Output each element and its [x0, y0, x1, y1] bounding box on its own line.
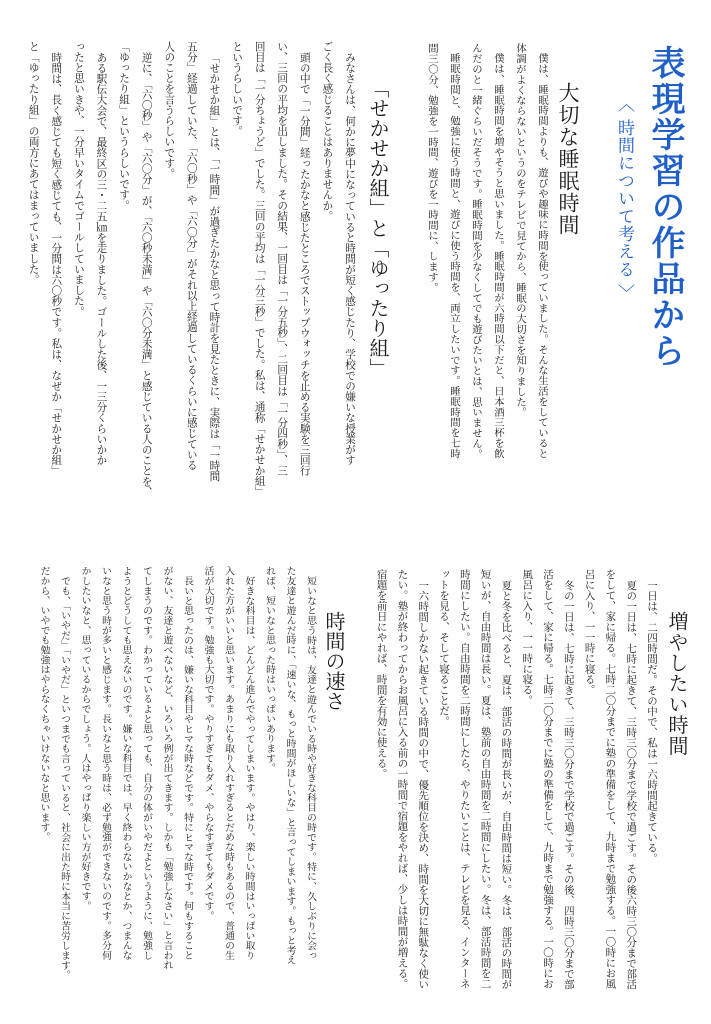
- body-line: 時間は、長く感じても短く感じても、一分間は六〇秒です。私は、なぜか「せかせか組」: [50, 51, 63, 476]
- body-line: た友達と遊んだ時に、「速いな、もっと時間がほしいな」と言ってしまいます。もっと考え: [284, 566, 296, 965]
- body-line: 活をして、家に帰る。七時二〇分までに塾の準備をして、九時まで勉強する。一〇時にお: [542, 569, 555, 989]
- body-line: 間三〇分、勉強を一時間、遊びを一時間に、します。: [426, 43, 438, 293]
- body-line: かしたいなと、思っているからでしょう。人はやっぱり楽しい方が好きです。: [79, 566, 91, 911]
- body-line: 好きな科目は、どんどん進んでやってしまいます。やはり、楽しい時間はいっぱい取り: [243, 575, 255, 960]
- body-line: 人のことを言うらしいです。: [163, 41, 176, 179]
- body-line: ったと思いきや、一分早いタイムでゴールしていました。: [72, 41, 85, 317]
- body-line: 僕は、睡眠時間を増やそうと思いました。睡眠時間が六時間以下だと、日本酒三杯を飲: [492, 53, 504, 459]
- body-line: い、三回の平均を出しました。その結果、一回目は「一分五秒」、二回目は「一分四秒」、三: [276, 41, 289, 476]
- body-line: 入れた方がいいと思います。あまりにも取り入れすぎるとだめな時もあるので、普通の生: [223, 566, 234, 960]
- section-body-speed-of-time: [33, 566, 320, 980]
- body-line: 風呂に入り、一一時に寝る。: [521, 569, 534, 706]
- body-line: みなさんは、何かに夢中になっていると時間が短く感じたり、学校での嫌いな授業がす: [344, 51, 356, 465]
- body-line: 宿題を前日にやれば、時間を有効に使える。: [375, 569, 388, 779]
- body-line: 「せかせか組」とは、「一時間」が過ぎたかなと思って時計を見たときに、実際は「一時間: [208, 51, 221, 481]
- body-line: 回目は「一分ちょうど」でした。三回の平均は「一分三秒」でした。私は、通称「せかせか組」: [253, 41, 266, 497]
- section-heading-sekaseka-yuttari: 「せかせか組」と「ゆったり組」: [366, 78, 390, 378]
- body-line: 頭の中で「一分間」経ったかなと感じたところでストップウォッチを止める実験を三回行: [298, 51, 311, 476]
- page-title: 表現学習の作品から: [645, 45, 685, 369]
- section-body-sekaseka-yuttari: [22, 41, 361, 497]
- body-line: をして、家に帰る。七時二〇分までに塾の準備をして、九時まで勉強する。一〇時にお風: [604, 569, 617, 989]
- section-heading-sleep: 大切な睡眠時間: [556, 82, 580, 236]
- body-line: ごく長く感じることはありませんか。: [321, 41, 334, 222]
- body-line: 呂に入り、一一時に寝る。: [583, 569, 596, 695]
- body-line: でも、「いやだ」「いやだ」といつまでも言っていると、社会に出た時に本当に苦労します。: [59, 575, 70, 980]
- section-heading-more-time: 増やしたい時間: [665, 611, 689, 756]
- body-line: てしまうのです。わかっているよと思っても、自分の体がいやだよというように、勉強し: [141, 566, 152, 960]
- body-line: がない、友達と遊べないなど、いろいろ例が出てきます。しかも「勉強しなさい」と言われ: [161, 566, 173, 970]
- section-heading-speed-of-time: 時間の速さ: [322, 611, 346, 711]
- body-line: 冬の一日は、七時に起きて、三時三〇分まで学校で過ごす。その後、四時三〇分まで部: [562, 579, 575, 989]
- body-line: ようとどうしても思えないのです。嫌いな科目では、早く終わらないかなとか、つまんな: [120, 566, 132, 960]
- section-body-more-time: [371, 569, 662, 989]
- body-line: 夏の一日は、七時に起きて、三時三〇分まで学校で過ごす。その後六時三〇分まで部活: [625, 579, 638, 989]
- page-subtitle: 〈 時間について考える 〉: [614, 95, 634, 302]
- body-line: ットを見る、そして寝ることだ。: [438, 569, 451, 727]
- body-line: 活が大切です。勉強も大切です。やりすぎてもダメ、やらなすぎてもダメです。: [202, 566, 214, 921]
- body-line: 逆に、「六〇秒」や「六〇分」が、「六〇秒未満」や「六〇分未満」と感じている人のことを、: [140, 51, 153, 497]
- body-line: 睡眠時間と、勉強に使う時間と、遊びに使う時間を、両立したいです。睡眠時間を七時: [448, 53, 460, 459]
- body-line: 短いなと思う時は、友達と遊んでいる時や好きな科目の時です。特に、久しぶりに会っ: [305, 575, 316, 960]
- body-line: んだのと一緒ぐらいだそうです。睡眠時間を少なくしてでも遊びたいとは、思いません。: [470, 43, 482, 459]
- body-line: 一日は、二四時間だ。その中で、私は一六時間起きている。: [646, 579, 658, 863]
- body-line: 時間にしたい。自由時間を二時間にしたら、やりたいことは、テレビを見る、インターネ: [458, 569, 471, 989]
- section-body-sleep: [421, 43, 553, 459]
- body-line: というらしいです。: [231, 41, 244, 137]
- body-line: と「ゆったり組」の両方にあてはまっていました。: [27, 41, 40, 285]
- body-line: 「ゆったり組」というらしいです。: [118, 41, 131, 211]
- body-line: 一六時間しかない起きている時間の中で、優先順位を決め、時間を大切に無駄なく使い: [417, 579, 430, 989]
- body-line: いなと思う時が多いと感じます。長いなと思う時は、必ず勉強ができないのです。多分何: [100, 566, 111, 960]
- body-line: 短いが、自由時間は長い。夏は、塾前の自由時間を二時間にしたい。冬は、部活時間を二: [479, 569, 492, 989]
- body-line: だから、いやでも勉強はやらなくちゃいけないなと思います。: [38, 566, 50, 842]
- body-line: 五分」経過していた、「六〇秒」や「六〇分」がそれ以上経過しているくらいに感じている: [185, 41, 198, 471]
- body-line: 夏と冬を比べると、夏は、部活の時間が長いが、自由時間は短い。冬は、部活の時間が: [500, 579, 513, 989]
- body-line: たい。塾が終わってからお風呂に入る前の一時間で宿題をやれば、少しは時間が増える。: [396, 569, 409, 989]
- body-line: ある駅伝大会で、最終区の三・二五㎞を走りました。ゴールした後、一三分くらいかか: [95, 51, 108, 465]
- body-line: れば、短いなと思った時はいっぱいあります。: [264, 566, 275, 773]
- body-line: 僕は、睡眠時間よりも、遊びや趣味に時間を使っていました。そんな生活をしていると: [536, 53, 548, 459]
- body-line: 体調がよくならないというのをテレビで見てから、睡眠の大切さを知りました。: [514, 43, 526, 418]
- body-line: 長いと思ったのは、嫌いな科目やヒマな時などです。特にヒマな時です。何もすること: [182, 575, 193, 960]
